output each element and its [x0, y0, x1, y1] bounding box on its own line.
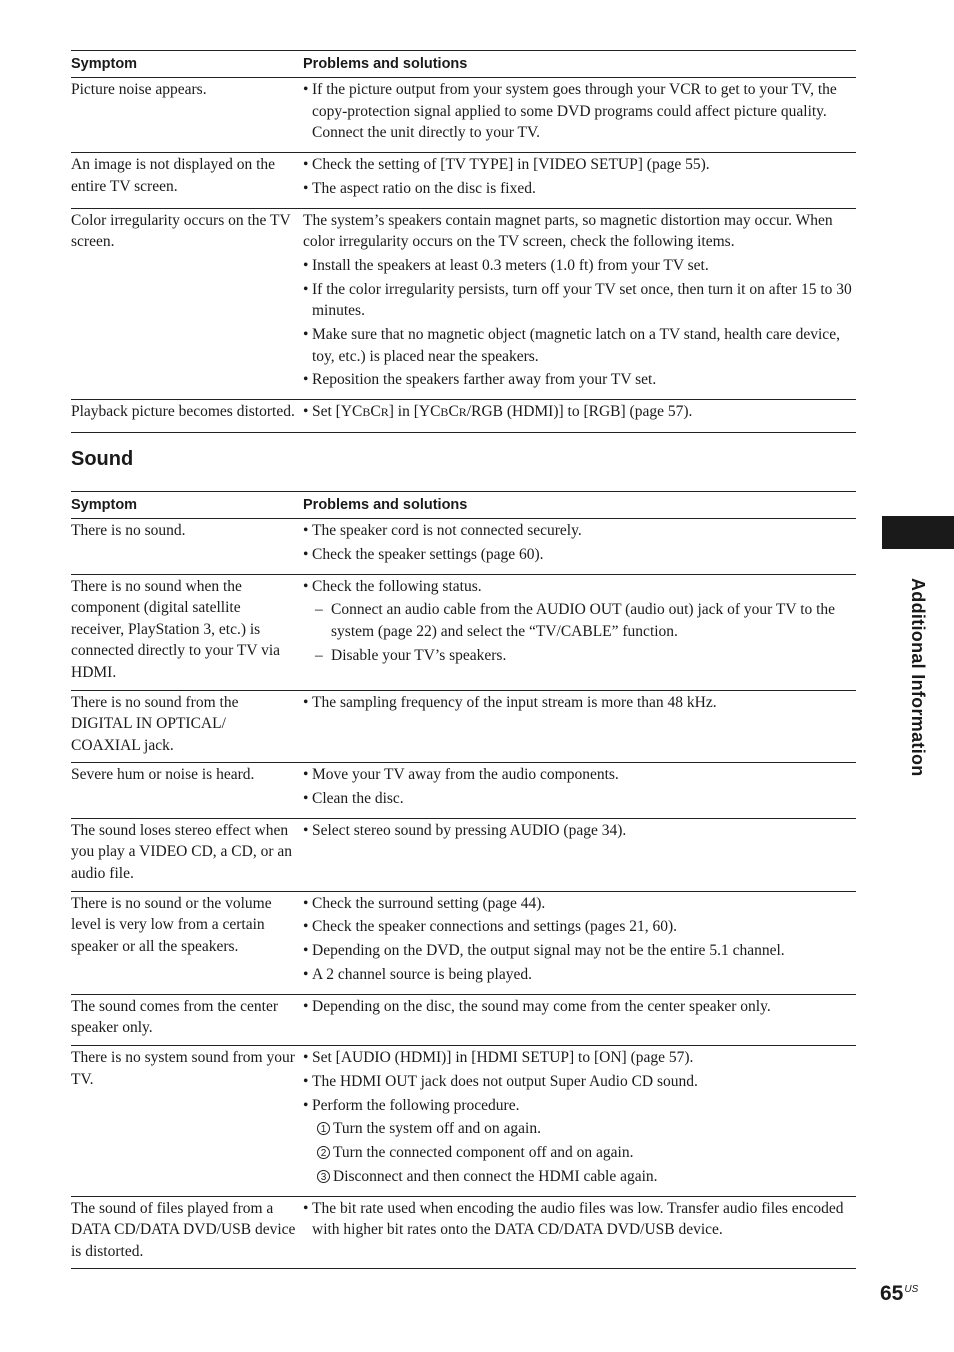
- table-row: [71, 819, 856, 892]
- page-number-suffix: US: [904, 1284, 919, 1295]
- page-number-value: 65: [880, 1282, 904, 1305]
- bullet-item: • Move your TV away from the audio components.: [303, 764, 856, 786]
- bullet-item: • Clean the disc.: [303, 788, 856, 810]
- solutions-cell: [303, 209, 856, 400]
- solutions-cell: [303, 892, 856, 994]
- table-row: [71, 153, 856, 209]
- chapter-label: Additional Information: [908, 577, 928, 777]
- subscript-part: R: [458, 405, 467, 420]
- symptom-cell: There is no sound from the DIGITAL IN OPTICAL/ COAXIAL jack.: [71, 693, 239, 754]
- text-part: ] in [YC: [388, 403, 441, 421]
- symptom-cell: Severe hum or noise is heard.: [71, 766, 255, 784]
- bullet-item: [303, 401, 856, 424]
- solutions-cell: [303, 1046, 856, 1196]
- bullet-item: • Perform the following procedure.: [303, 1095, 856, 1117]
- table-header: [71, 51, 856, 78]
- solutions-header: Problems and solutions: [303, 56, 468, 72]
- bullet-item: • The HDMI OUT jack does not output Super Audio CD sound.: [303, 1071, 856, 1093]
- bullet-item: • Depending on the DVD, the output signal may not be the entire 5.1 channel.: [303, 940, 856, 962]
- bullet-item: • Set [AUDIO (HDMI)] in [HDMI SETUP] to [ON] (page 57).: [303, 1047, 856, 1069]
- table-row: [71, 400, 856, 432]
- solutions-header: Problems and solutions: [303, 497, 468, 513]
- bullet-item: • Check the speaker settings (page 60).: [303, 544, 856, 566]
- table-row: [71, 763, 856, 819]
- solutions-cell: [303, 995, 856, 1045]
- symptom-cell: There is no system sound from your TV.: [71, 1048, 295, 1088]
- bullet-item: • Install the speakers at least 0.3 meters (1.0 ft) from your TV set.: [303, 255, 856, 277]
- text-part: C: [370, 403, 381, 421]
- step-number-badge: 1: [317, 1122, 330, 1135]
- solution-paragraph: The system’s speakers contain magnet parts, so magnetic distortion may occur. When color irregularity occurs on the TV screen, check the following items.: [303, 211, 833, 251]
- symptom-cell: The sound comes from the center speaker only.: [71, 997, 279, 1037]
- text-part: /RGB (HDMI)] to [RGB] (page 57).: [466, 403, 693, 421]
- table-row: [71, 691, 856, 764]
- solutions-cell: [303, 78, 856, 152]
- symptom-cell: There is no sound.: [71, 522, 186, 539]
- table-body: [71, 519, 856, 1268]
- symptom-cell: Picture noise appears.: [71, 81, 207, 98]
- table-row: [71, 575, 856, 691]
- step-number-badge: 2: [317, 1146, 330, 1159]
- bullet-item: • The speaker cord is not connected securely.: [303, 520, 856, 542]
- bullet-item: • Check the surround setting (page 44).: [303, 893, 856, 915]
- symptom-cell: Playback picture becomes distorted.: [71, 403, 295, 421]
- symptom-header: Symptom: [71, 56, 138, 72]
- table-row: [71, 1197, 856, 1269]
- table-row: [71, 209, 856, 401]
- bullet-item: • A 2 channel source is being played.: [303, 964, 856, 986]
- solutions-cell: [303, 519, 856, 574]
- text-part: C: [448, 403, 459, 421]
- bullet-item: • Check the speaker connections and settings (pages 21, 60).: [303, 916, 856, 938]
- page-number: [880, 1282, 918, 1306]
- table-row: [71, 519, 856, 575]
- bullet-item: • The bit rate used when encoding the audio files was low. Transfer audio files encoded with higher bit rates onto the DATA CD/DATA DVD/USB device.: [303, 1198, 856, 1241]
- bullet-item: • Check the following status.: [303, 576, 856, 598]
- solutions-cell: [303, 153, 856, 208]
- step-number-badge: 3: [317, 1170, 330, 1183]
- dash-sub-item: – Disable your TV’s speakers.: [303, 645, 856, 667]
- solutions-cell: [303, 763, 856, 818]
- table-row: [71, 1046, 856, 1197]
- sound-troubleshooting-table: [71, 491, 856, 1269]
- subscript-part: B: [440, 405, 449, 420]
- bullet-item: • Select stereo sound by pressing AUDIO (page 34).: [303, 820, 856, 842]
- bullet-item: • Depending on the disc, the sound may come from the center speaker only.: [303, 996, 856, 1018]
- bullet-item: • Reposition the speakers farther away from your TV set.: [303, 369, 856, 391]
- subscript-part: R: [380, 405, 389, 420]
- table-row: [71, 78, 856, 153]
- solutions-cell: [303, 819, 856, 891]
- symptom-header: Symptom: [71, 497, 138, 513]
- table-header: [71, 492, 856, 519]
- symptom-cell: The sound loses stereo effect when you play a VIDEO CD, a CD, or an audio file.: [71, 821, 292, 883]
- text-part: Set [YC: [312, 403, 363, 421]
- table-row: [71, 892, 856, 995]
- bullet-item: • Make sure that no magnetic object (magnetic latch on a TV stand, health care device, toy, etc.) is placed near the speakers.: [303, 324, 856, 367]
- numbered-step: [303, 1166, 856, 1188]
- chapter-tab-marker: [882, 516, 954, 549]
- numbered-step: [303, 1118, 856, 1140]
- symptom-cell: An image is not displayed on the entire TV screen.: [71, 155, 276, 195]
- bullet-item: • If the picture output from your system goes through your VCR to get to your TV, the copy-protection signal applied to some DVD programs could affect picture quality. Connect the unit directly to your TV.: [303, 79, 856, 144]
- section-heading: Sound: [71, 448, 134, 470]
- subscript-part: B: [362, 405, 371, 420]
- step-text: Disconnect and then connect the HDMI cable again.: [333, 1167, 658, 1185]
- picture-troubleshooting-table: [71, 50, 856, 433]
- step-text: Turn the system off and on again.: [333, 1120, 541, 1138]
- table-row: [71, 995, 856, 1046]
- numbered-step: [303, 1142, 856, 1164]
- bullet-item: • If the color irregularity persists, turn off your TV set once, then turn it on after 15 to 30 minutes.: [303, 279, 856, 322]
- bullet-item: • The aspect ratio on the disc is fixed.: [303, 178, 856, 200]
- solutions-cell: [303, 1197, 856, 1269]
- step-text: Turn the connected component off and on again.: [333, 1144, 634, 1162]
- symptom-cell: Color irregularity occurs on the TV screen.: [71, 211, 291, 251]
- solutions-cell: [303, 691, 856, 763]
- table-body: [71, 78, 856, 432]
- solutions-cell: [303, 400, 856, 432]
- solutions-cell: [303, 575, 856, 690]
- bullet-item: • The sampling frequency of the input stream is more than 48 kHz.: [303, 692, 856, 714]
- bullet-item: • Check the setting of [TV TYPE] in [VIDEO SETUP] (page 55).: [303, 154, 856, 176]
- symptom-cell: There is no sound or the volume level is very low from a certain speaker or all the speakers.: [71, 894, 272, 955]
- symptom-cell: There is no sound when the component (digital satellite receiver, PlayStation 3, etc.) is connected directly to your TV via HDMI.: [71, 577, 281, 681]
- symptom-cell: The sound of files played from a DATA CD/DATA DVD/USB device is distorted.: [71, 1199, 296, 1260]
- dash-sub-item: – Connect an audio cable from the AUDIO OUT (audio out) jack of your TV to the system (page 22) and select the “TV/CABLE” function.: [303, 599, 856, 642]
